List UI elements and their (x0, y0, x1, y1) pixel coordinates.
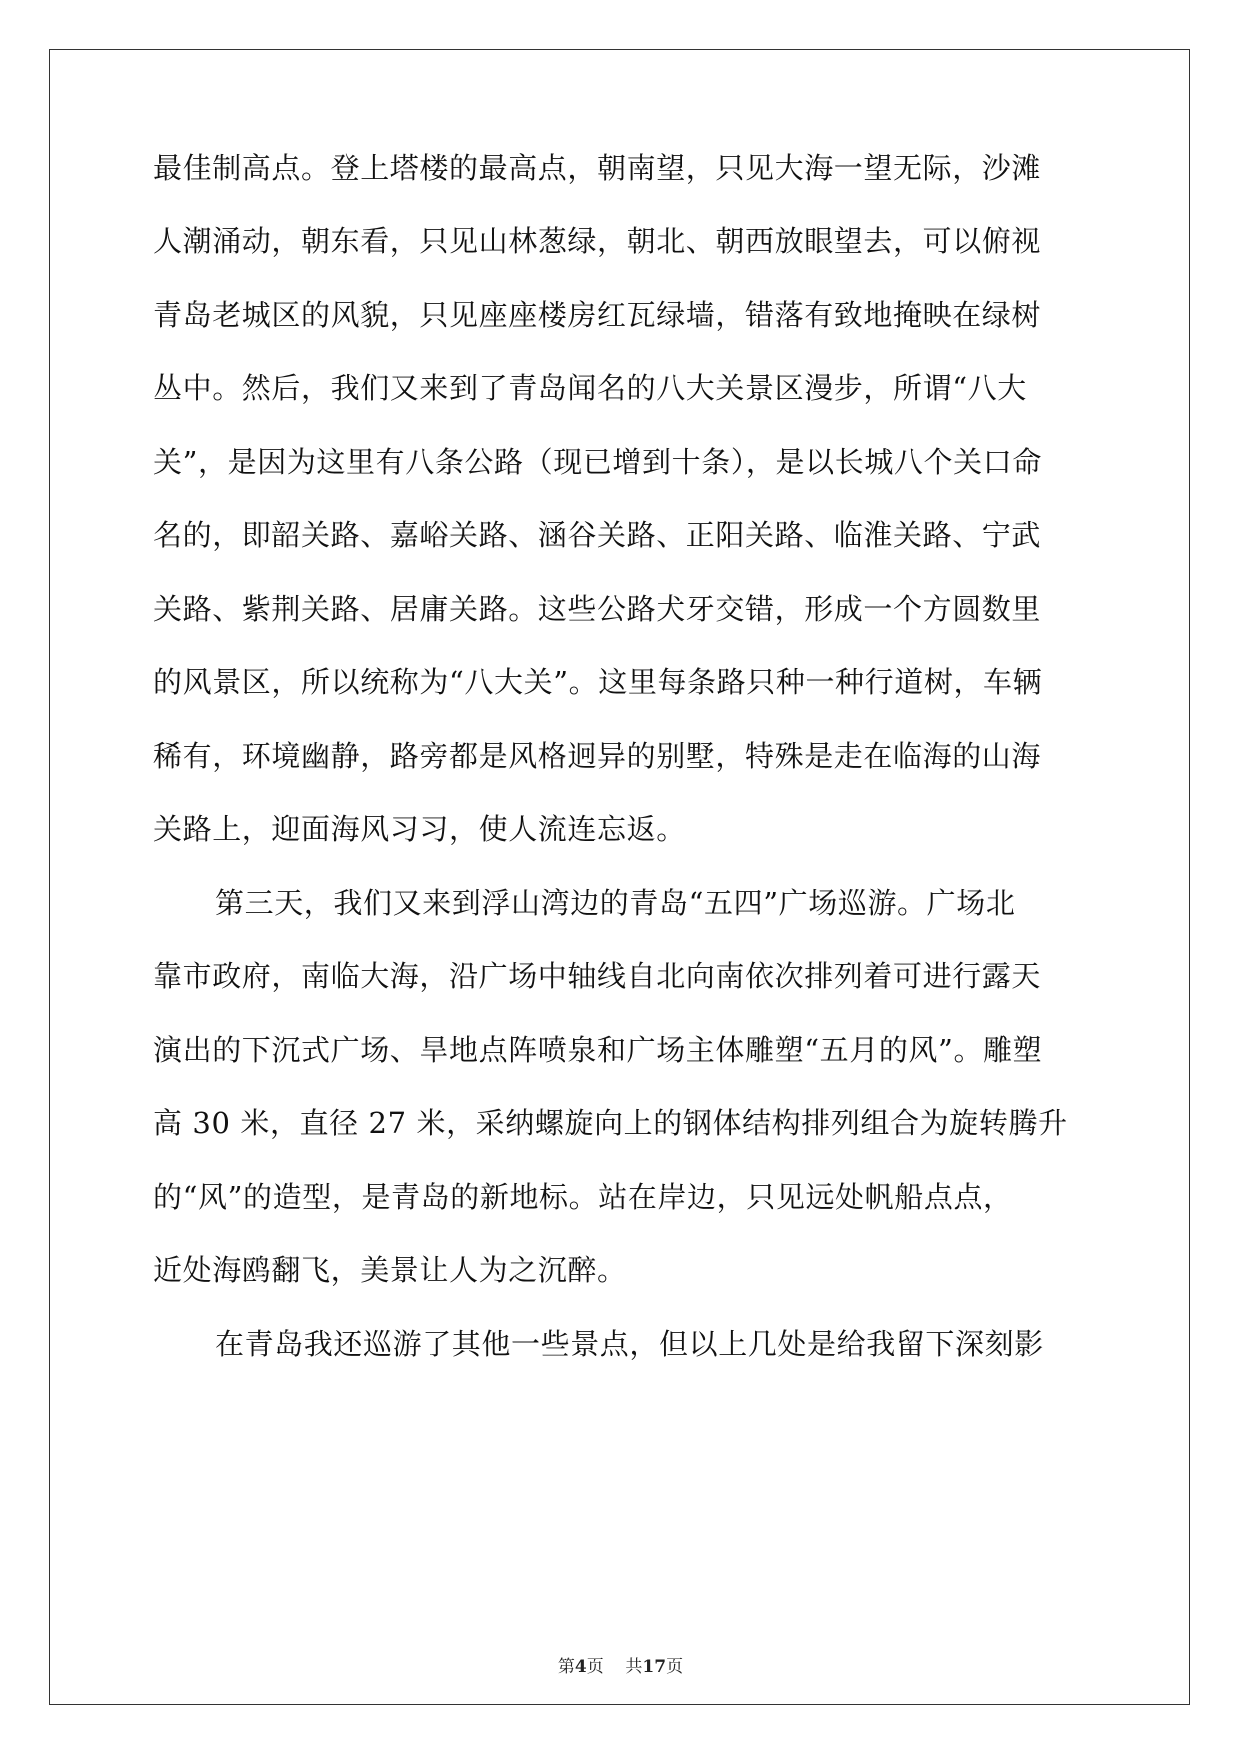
text-line: 青岛老城区的风貌，只见座座楼房红瓦绿墙，错落有致地掩映在绿树 (153, 298, 1042, 332)
text-line: 稀有，环境幽静，路旁都是风格迥异的别墅，特殊是走在临海的山海 (153, 739, 1042, 773)
footer-total-prefix: 共 (625, 1657, 643, 1677)
text-line: 近处海鸥翻飞，美景让人为之沉醉。 (153, 1253, 627, 1287)
footer-total-pages: 17 (642, 1657, 667, 1677)
text-line: 演出的下沉式广场、旱地点阵喷泉和广场主体雕塑“五月的风”。雕塑 (153, 1033, 1043, 1067)
text-line: 靠市政府，南临大海，沿广场中轴线自北向南依次排列着可进行露天 (153, 959, 1042, 993)
text-line: 丛中。然后，我们又来到了青岛闻名的八大关景区漫步，所谓“八大 (153, 371, 1027, 405)
footer-page-prefix: 第 (557, 1657, 575, 1677)
footer-page-mid: 页 (586, 1657, 604, 1677)
text-line: 名的，即韶关路、嘉峪关路、涵谷关路、正阳关路、临淮关路、宁武 (153, 518, 1042, 552)
page-footer (0, 1656, 1241, 1678)
paragraph-start-line: 第三天，我们又来到浮山湾边的青岛“五四”广场巡游。广场北 (215, 886, 1016, 920)
text-line: 的风景区，所以统称为“八大关”。这里每条路只种一种行道树，车辆 (153, 665, 1043, 699)
footer-page-number: 4 (574, 1657, 587, 1677)
text-line: 关路、紫荆关路、居庸关路。这些公路犬牙交错，形成一个方圆数里 (153, 592, 1042, 626)
text-line: 最佳制高点。登上塔楼的最高点，朝南望，只见大海一望无际，沙滩 (153, 151, 1042, 185)
text-line: 关路上，迎面海风习习，使人流连忘返。 (153, 812, 686, 846)
text-line: 人潮涌动，朝东看，只见山林葱绿，朝北、朝西放眼望去，可以俯视 (153, 224, 1042, 258)
text-line: 关”，是因为这里有八条公路（现已增到十条），是以长城八个关口命 (153, 445, 1042, 479)
paragraph-start-line: 在青岛我还巡游了其他一些景点，但以上几处是给我留下深刻影 (215, 1327, 1044, 1361)
text-line: 的“风”的造型，是青岛的新地标。站在岸边，只见远处帆船点点， (153, 1180, 1013, 1214)
text-line: 高 30 米，直径 27 米，采纳螺旋向上的钢体结构排列组合为旋转腾升 (153, 1106, 1068, 1140)
footer-total-suffix: 页 (666, 1657, 684, 1677)
